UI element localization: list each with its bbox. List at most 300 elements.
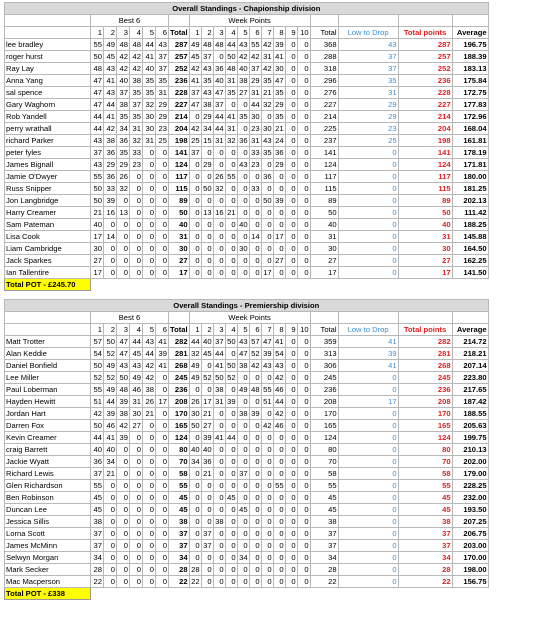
week-score: 0 [285, 396, 297, 408]
best-score: 0 [130, 576, 143, 588]
week-score: 0 [297, 267, 310, 279]
week-score: 0 [297, 336, 310, 348]
best-score: 0 [143, 255, 156, 267]
best-score: 0 [104, 480, 117, 492]
column-header-row [5, 324, 489, 336]
week-score: 0 [225, 540, 237, 552]
best-score: 42 [130, 63, 143, 75]
best-col-header: 1 [91, 324, 104, 336]
week-score: 0 [285, 75, 297, 87]
best-score: 27 [91, 255, 104, 267]
week-score: 0 [249, 456, 261, 468]
week-score: 0 [285, 384, 297, 396]
week-score: 0 [225, 456, 237, 468]
week-score: 0 [189, 171, 201, 183]
best-col-header: 5 [143, 324, 156, 336]
best-score: 30 [91, 243, 104, 255]
week-score: 27 [273, 255, 285, 267]
average: 177.83 [452, 99, 488, 111]
player-row [5, 444, 489, 456]
best-score: 0 [117, 219, 130, 231]
best-score: 46 [130, 384, 143, 396]
week-total: 30 [310, 243, 338, 255]
empty-cell [261, 279, 273, 291]
best-score: 0 [143, 468, 156, 480]
week-score: 0 [297, 384, 310, 396]
header-blank [338, 15, 398, 27]
best-score: 0 [117, 468, 130, 480]
best-score: 0 [156, 255, 169, 267]
low-to-drop: 0 [338, 231, 398, 243]
best-score: 43 [156, 39, 169, 51]
week-score: 0 [285, 243, 297, 255]
week-score: 38 [237, 360, 249, 372]
week-score: 0 [249, 255, 261, 267]
pot-row [5, 279, 489, 291]
best-score: 44 [130, 336, 143, 348]
best-total-header: Total [170, 27, 188, 37]
best-score: 41 [104, 111, 117, 123]
week-score: 0 [273, 444, 285, 456]
week-score: 0 [213, 267, 225, 279]
best-score: 49 [104, 384, 117, 396]
player-name: Lisa Cook [5, 231, 91, 243]
week-score: 48 [201, 39, 213, 51]
week-score: 31 [249, 87, 261, 99]
best-score: 0 [156, 231, 169, 243]
week-col-header: 2 [201, 324, 213, 336]
week-score: 0 [249, 576, 261, 588]
total-points: 236 [398, 384, 452, 396]
week-score: 0 [189, 468, 201, 480]
best-score: 43 [91, 135, 104, 147]
best-score: 0 [143, 540, 156, 552]
week-total: 124 [310, 159, 338, 171]
low-to-drop: 0 [338, 456, 398, 468]
week-score: 0 [225, 243, 237, 255]
best-score: 52 [104, 348, 117, 360]
player-row [5, 492, 489, 504]
best-total: 214 [169, 111, 190, 123]
week-score: 0 [201, 552, 213, 564]
best-score: 0 [156, 243, 169, 255]
best-col-header: 4 [130, 324, 143, 336]
week-score: 0 [297, 231, 310, 243]
week-score: 23 [249, 159, 261, 171]
best-total: 236 [169, 384, 190, 396]
best-score: 34 [104, 456, 117, 468]
best-score: 52 [91, 372, 104, 384]
week-score: 0 [237, 420, 249, 432]
best-score: 47 [91, 75, 104, 87]
week-score: 0 [285, 528, 297, 540]
week-score: 0 [249, 207, 261, 219]
week-total: 165 [310, 420, 338, 432]
best-score: 0 [117, 540, 130, 552]
best-score: 45 [91, 492, 104, 504]
best-score: 0 [143, 564, 156, 576]
best-score: 47 [91, 87, 104, 99]
week-score: 0 [201, 516, 213, 528]
empty-cell [130, 279, 143, 291]
player-name: Jamie O'Dwyer [5, 171, 91, 183]
best-score: 0 [143, 432, 156, 444]
best-score: 26 [117, 171, 130, 183]
week-score: 35 [237, 111, 249, 123]
week-total: 80 [310, 444, 338, 456]
player-name: Liam Cambridge [5, 243, 91, 255]
week-score: 22 [189, 576, 201, 588]
player-row [5, 171, 489, 183]
low-to-drop: 0 [338, 576, 398, 588]
best6-header: Best 6 [91, 15, 169, 27]
week-col-header: 9 [285, 27, 297, 39]
best-score: 0 [130, 552, 143, 564]
best-score: 32 [130, 135, 143, 147]
week-total: 58 [310, 468, 338, 480]
player-row [5, 207, 489, 219]
week-col-header: 1 [189, 27, 201, 39]
week-score: 49 [189, 39, 201, 51]
week-score: 0 [261, 111, 273, 123]
week-score: 44 [213, 111, 225, 123]
week-score: 0 [225, 147, 237, 159]
best-score: 39 [104, 408, 117, 420]
week-score: 45 [225, 492, 237, 504]
week-score: 0 [285, 576, 297, 588]
week-score: 0 [297, 51, 310, 63]
best-total: 50 [169, 207, 190, 219]
low-to-drop: 37 [338, 63, 398, 75]
best-total: 89 [169, 195, 190, 207]
player-name: Rob Yandell [5, 111, 91, 123]
best-total: 281 [169, 348, 190, 360]
best-score: 0 [143, 171, 156, 183]
best-score: 42 [143, 360, 156, 372]
week-score: 0 [297, 147, 310, 159]
average: 171.81 [452, 159, 488, 171]
week-score: 39 [225, 396, 237, 408]
total-points: 214 [398, 111, 452, 123]
week-score: 34 [237, 552, 249, 564]
week-score: 17 [261, 267, 273, 279]
low-to-drop: 29 [338, 99, 398, 111]
week-score: 0 [273, 552, 285, 564]
best-score: 0 [156, 408, 169, 420]
week-score: 0 [285, 348, 297, 360]
best-score: 50 [117, 372, 130, 384]
average: 162.25 [452, 255, 488, 267]
week-total: 227 [310, 99, 338, 111]
best-score: 0 [117, 516, 130, 528]
week-score: 0 [273, 183, 285, 195]
total-points: 170 [398, 408, 452, 420]
week-total: 276 [310, 87, 338, 99]
week-score: 0 [285, 444, 297, 456]
week-score: 0 [225, 420, 237, 432]
low-to-drop: 0 [338, 492, 398, 504]
week-score: 52 [225, 372, 237, 384]
total-points: 50 [398, 207, 452, 219]
player-name: Lee Miller [5, 372, 91, 384]
player-name: Mark Secker [5, 564, 91, 576]
total-points: 37 [398, 528, 452, 540]
week-score: 0 [273, 528, 285, 540]
empty-cell [237, 588, 249, 600]
best-total: 198 [169, 135, 190, 147]
best-score: 39 [117, 396, 130, 408]
week-score: 21 [201, 468, 213, 480]
week-score: 55 [249, 39, 261, 51]
empty-cell [117, 588, 130, 600]
best-score: 37 [130, 99, 143, 111]
week-score: 44 [225, 39, 237, 51]
week-score: 44 [213, 348, 225, 360]
low-to-drop: 39 [338, 348, 398, 360]
best-total: 17 [169, 267, 190, 279]
best-score: 44 [91, 432, 104, 444]
week-score: 27 [201, 420, 213, 432]
best-score: 0 [117, 528, 130, 540]
week-score: 0 [189, 159, 201, 171]
player-name: Kevin Creamer [5, 432, 91, 444]
week-score: 0 [285, 87, 297, 99]
best-score: 0 [156, 219, 169, 231]
average: 170.00 [452, 552, 488, 564]
week-score: 0 [285, 540, 297, 552]
week-score: 41 [225, 111, 237, 123]
best-total: 245 [169, 372, 190, 384]
empty-cell [297, 588, 310, 600]
week-score: 42 [249, 51, 261, 63]
week-score: 0 [213, 219, 225, 231]
average: 205.63 [452, 420, 488, 432]
week-score: 0 [297, 540, 310, 552]
week-score: 39 [249, 408, 261, 420]
best-total-header: Total [170, 324, 188, 334]
week-score: 35 [273, 87, 285, 99]
best-score: 0 [156, 444, 169, 456]
best-score: 0 [156, 468, 169, 480]
group-header-row [5, 15, 489, 27]
week-score: 41 [273, 51, 285, 63]
low-to-drop-header: Low to Drop [338, 27, 398, 39]
player-row [5, 147, 489, 159]
week-score: 0 [273, 267, 285, 279]
empty-cell [398, 588, 452, 600]
best-score: 0 [156, 480, 169, 492]
week-score: 0 [249, 171, 261, 183]
week-score: 0 [285, 480, 297, 492]
empty-cell [169, 588, 190, 600]
week-score: 52 [249, 348, 261, 360]
player-row [5, 552, 489, 564]
week-score: 43 [237, 39, 249, 51]
week-score: 35 [261, 75, 273, 87]
low-to-drop: 0 [338, 255, 398, 267]
best-score: 44 [104, 396, 117, 408]
best-score: 0 [130, 267, 143, 279]
week-score: 0 [237, 255, 249, 267]
week-score: 0 [189, 231, 201, 243]
best-score: 51 [91, 396, 104, 408]
week-score: 48 [249, 384, 261, 396]
player-row [5, 231, 489, 243]
week-score: 42 [273, 372, 285, 384]
week-score: 0 [297, 576, 310, 588]
week-col-header: 6 [249, 324, 261, 336]
week-total: 37 [310, 528, 338, 540]
best-total: 236 [169, 75, 190, 87]
low-to-drop: 0 [338, 372, 398, 384]
low-to-drop: 43 [338, 39, 398, 51]
week-score: 0 [189, 528, 201, 540]
best-score: 30 [130, 408, 143, 420]
header-blank [310, 15, 338, 27]
week-score: 31 [225, 123, 237, 135]
best-score: 0 [104, 576, 117, 588]
week-score: 0 [213, 468, 225, 480]
week-score: 31 [249, 135, 261, 147]
week-score: 0 [189, 195, 201, 207]
week-score: 0 [297, 360, 310, 372]
week-score: 42 [189, 63, 201, 75]
week-score: 36 [213, 63, 225, 75]
week-score: 0 [237, 396, 249, 408]
empty-cell [91, 588, 104, 600]
week-score: 0 [297, 432, 310, 444]
week-total: 40 [310, 219, 338, 231]
best-score: 39 [117, 432, 130, 444]
low-to-drop: 41 [338, 336, 398, 348]
week-score: 21 [261, 87, 273, 99]
week-col-header: 9 [285, 324, 297, 336]
best-score: 0 [104, 552, 117, 564]
best-score: 43 [117, 360, 130, 372]
week-score: 31 [225, 75, 237, 87]
week-score: 0 [225, 408, 237, 420]
week-score: 41 [273, 336, 285, 348]
best-score: 21 [104, 468, 117, 480]
week-score: 0 [261, 480, 273, 492]
best-score: 38 [143, 384, 156, 396]
best-score: 42 [117, 420, 130, 432]
best-score: 0 [130, 516, 143, 528]
week-score: 0 [201, 243, 213, 255]
week-score: 29 [273, 99, 285, 111]
empty-cell [225, 279, 237, 291]
week-score: 0 [285, 564, 297, 576]
player-name: richard Parker [5, 135, 91, 147]
week-score: 0 [249, 195, 261, 207]
week-col-header: 5 [237, 27, 249, 39]
week-score: 38 [201, 99, 213, 111]
week-total: 208 [310, 396, 338, 408]
week-score: 0 [297, 99, 310, 111]
week-score: 0 [225, 159, 237, 171]
week-score: 0 [189, 384, 201, 396]
week-score: 0 [261, 408, 273, 420]
week-score: 0 [297, 372, 310, 384]
average: 232.00 [452, 492, 488, 504]
best-score: 0 [143, 492, 156, 504]
best-score: 0 [130, 207, 143, 219]
total-points: 40 [398, 219, 452, 231]
header-blank [169, 15, 190, 27]
best-score: 0 [104, 504, 117, 516]
best-score: 28 [91, 564, 104, 576]
week-total: 28 [310, 564, 338, 576]
week-score: 0 [249, 516, 261, 528]
best-score: 21 [91, 207, 104, 219]
week-score: 0 [225, 516, 237, 528]
low-to-drop: 0 [338, 432, 398, 444]
best-score: 47 [117, 336, 130, 348]
best-score: 55 [91, 384, 104, 396]
week-score: 29 [249, 75, 261, 87]
week-total: 214 [310, 111, 338, 123]
week-score: 0 [189, 243, 201, 255]
week-score: 39 [273, 39, 285, 51]
week-score: 0 [237, 99, 249, 111]
best-total: 170 [169, 408, 190, 420]
week-total: 70 [310, 456, 338, 468]
best-score: 0 [130, 183, 143, 195]
best-score: 0 [143, 444, 156, 456]
week-score: 0 [201, 360, 213, 372]
week-score: 34 [201, 123, 213, 135]
best-col-header: 1 [91, 27, 104, 39]
best-total: 115 [169, 183, 190, 195]
week-score: 0 [297, 195, 310, 207]
week-score: 37 [213, 336, 225, 348]
empty-cell [273, 588, 285, 600]
best-score: 0 [130, 195, 143, 207]
best-total: 37 [169, 528, 190, 540]
low-to-drop: 17 [338, 396, 398, 408]
week-score: 0 [189, 255, 201, 267]
best-score: 39 [104, 195, 117, 207]
week-score: 40 [237, 63, 249, 75]
best-score: 42 [91, 408, 104, 420]
average: 164.50 [452, 243, 488, 255]
player-row [5, 504, 489, 516]
week-score: 0 [285, 159, 297, 171]
week-score: 35 [201, 75, 213, 87]
player-row [5, 159, 489, 171]
week-score: 0 [249, 219, 261, 231]
week-score: 50 [225, 360, 237, 372]
header-blank [310, 312, 338, 324]
best-total: 204 [169, 123, 190, 135]
week-score: 35 [273, 111, 285, 123]
empty-cell [225, 588, 237, 600]
player-name: Ian Tallentire [5, 267, 91, 279]
empty-cell [189, 279, 201, 291]
week-score: 38 [237, 75, 249, 87]
week-score: 0 [225, 255, 237, 267]
low-to-drop-header: Low to Drop [338, 324, 398, 336]
empty-cell [310, 588, 338, 600]
week-score: 0 [285, 51, 297, 63]
best-score: 47 [117, 348, 130, 360]
best-total: 141 [169, 147, 190, 159]
week-score: 0 [249, 528, 261, 540]
week-score: 43 [273, 360, 285, 372]
best-score: 0 [130, 456, 143, 468]
week-score: 0 [213, 147, 225, 159]
best-score: 38 [130, 75, 143, 87]
